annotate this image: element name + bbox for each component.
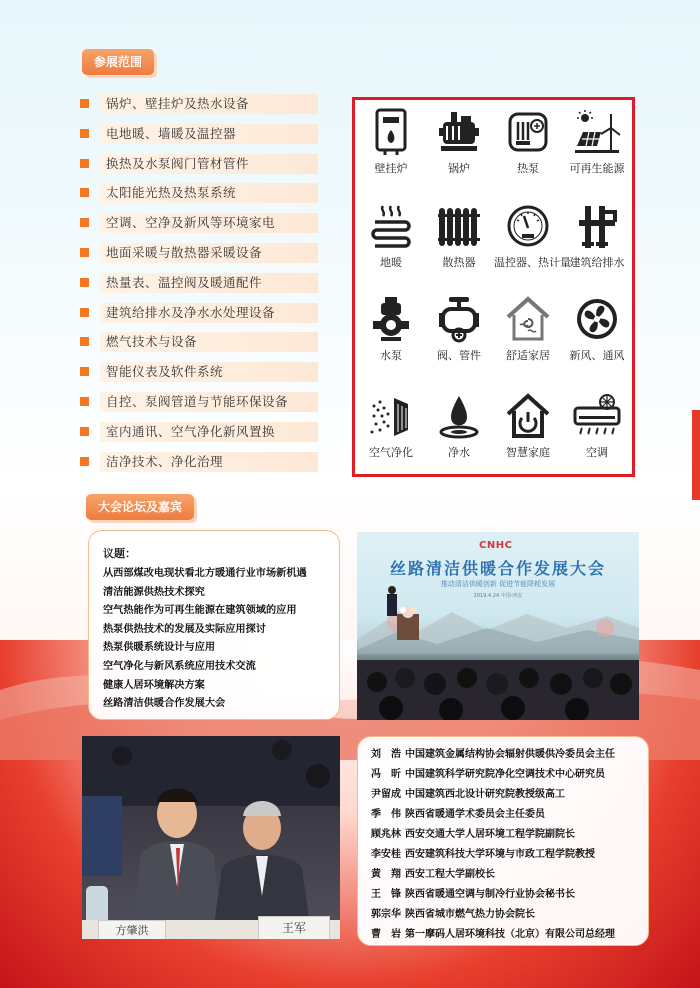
wall-boiler-icon	[373, 108, 409, 156]
square-bullet-icon	[80, 188, 89, 197]
guest-title: 西安工程大学副校长	[405, 869, 495, 880]
ventilation-fan-icon	[574, 295, 620, 343]
square-bullet-icon	[80, 99, 89, 108]
guest-name: 尹留成	[371, 789, 401, 800]
guest-name: 季 伟	[371, 809, 401, 820]
square-bullet-icon	[80, 308, 89, 317]
guest-name: 冯 昕	[371, 769, 401, 780]
category-item	[80, 94, 320, 114]
category-item	[80, 243, 320, 263]
square-bullet-icon	[80, 367, 89, 376]
scope-section-title: 参展范围	[82, 49, 154, 75]
icon-label: 空气净化	[369, 446, 413, 459]
category-label: 燃气技术与设备	[100, 332, 318, 352]
agenda-item: 热泵供暖系统设计与应用	[103, 642, 216, 654]
product-icon-grid	[352, 97, 635, 477]
guest-name: 顾兆林	[371, 829, 401, 840]
category-item	[80, 332, 320, 352]
agenda-item: 从西部煤改电现状看北方暖通行业市场新机遇	[103, 568, 307, 579]
agenda-item: 热泵供热技术的发展及实际应用探讨	[103, 623, 266, 635]
icon-cell-renewable	[563, 108, 631, 176]
category-item	[80, 362, 320, 382]
square-bullet-icon	[80, 248, 89, 257]
category-label: 空调、空净及新风等环境家电	[100, 213, 318, 233]
guest-name: 刘 浩	[371, 749, 401, 760]
category-label: 电地暖、墙暖及温控器	[100, 124, 318, 144]
category-item	[80, 213, 320, 233]
guest-row	[371, 785, 647, 805]
conference-photo	[357, 532, 639, 720]
category-label: 换热及水泵阀门管材管件	[100, 154, 318, 174]
guest-name: 曹 岩	[371, 929, 401, 940]
category-label: 建筑给排水及净水水处理设备	[100, 303, 318, 323]
icon-label: 水泵	[380, 349, 402, 362]
water-drop-icon	[437, 392, 481, 440]
square-bullet-icon	[80, 457, 89, 466]
guest-title: 中国建筑科学研究院净化空调技术中心研究员	[405, 769, 605, 780]
guest-title: 中国建筑金属结构协会辐射供暖供冷委员会主任	[405, 749, 615, 760]
plumbing-icon	[575, 202, 619, 250]
icon-cell-thermostat	[494, 202, 571, 270]
name-card-text: 方肇洪	[115, 924, 149, 937]
square-bullet-icon	[80, 218, 89, 227]
comfort-home-icon	[504, 295, 552, 343]
agenda-item: 空气热能作为可再生能源在建筑领域的应用	[103, 605, 297, 617]
icon-cell-radiator	[425, 202, 493, 270]
category-label: 自控、泵阀管道与节能环保设备	[100, 392, 318, 412]
icon-label: 空调	[586, 446, 608, 459]
category-item	[80, 422, 320, 442]
icon-cell-heat-pump	[494, 108, 562, 176]
water-pump-icon	[371, 295, 411, 343]
agenda-item: 健康人居环境解决方案	[103, 679, 205, 691]
air-purifier-icon	[368, 392, 414, 440]
icon-label: 净水	[448, 446, 470, 459]
name-card-text: 王军	[281, 921, 306, 935]
conference-banner-subtitle: 推动清洁供暖创新 促进节能降耗发展	[440, 580, 556, 588]
conference-banner-title: 丝路清洁供暖合作发展大会	[389, 559, 606, 578]
guest-row	[371, 805, 647, 825]
guest-row	[371, 865, 647, 885]
category-label: 锅炉、壁挂炉及热水设备	[100, 94, 318, 114]
people-scene	[82, 736, 340, 939]
category-item	[80, 154, 320, 174]
agenda-box	[88, 530, 340, 720]
icon-label: 温控器、热计量	[494, 256, 571, 269]
guest-row	[371, 845, 647, 865]
guest-name: 郭宗华	[371, 909, 401, 920]
guests-photo	[82, 736, 340, 939]
guest-row	[371, 925, 647, 945]
guest-list-box	[357, 736, 649, 946]
guest-title: 西安建筑科技大学环境与市政工程学院教授	[405, 849, 595, 860]
guest-list	[371, 745, 647, 945]
icon-cell-wall-boiler	[357, 108, 425, 176]
guest-row	[371, 885, 647, 905]
category-item	[80, 183, 320, 203]
guest-title: 西安交通大学人居环境工程学院副院长	[405, 829, 575, 840]
guest-name: 王 锋	[371, 889, 401, 900]
category-label: 热量表、温控阀及暖通配件	[100, 273, 318, 293]
guest-title: 陕西省城市燃气热力协会院长	[405, 909, 535, 920]
icon-cell-floor-heating	[357, 202, 425, 270]
category-item	[80, 124, 320, 144]
icon-label: 可再生能源	[569, 162, 625, 175]
name-card	[98, 920, 166, 939]
square-bullet-icon	[80, 278, 89, 287]
icon-label: 地暖	[380, 256, 402, 269]
radiator-icon	[436, 202, 482, 250]
thermostat-gauge-icon	[505, 202, 551, 250]
square-bullet-icon	[80, 427, 89, 436]
icon-label: 锅炉	[448, 162, 470, 175]
agenda-heading: 议题：	[103, 547, 136, 560]
forum-section-title: 大会论坛及嘉宾	[86, 494, 194, 520]
category-item	[80, 303, 320, 323]
agenda-item: 清洁能源供热技术探究	[103, 586, 205, 598]
guest-row	[371, 765, 647, 785]
name-card	[258, 916, 330, 939]
icon-cell-ventilation	[563, 295, 631, 363]
boiler-icon	[437, 108, 481, 156]
guest-name: 李安桂	[371, 849, 401, 860]
guest-title: 中国建筑西北设计研究院教授级高工	[405, 789, 565, 800]
icon-cell-air-purifier	[357, 392, 425, 460]
renewable-energy-icon	[573, 108, 621, 156]
category-list	[80, 94, 320, 481]
icon-label: 建筑给排水	[569, 256, 625, 269]
air-conditioner-icon	[573, 392, 621, 440]
category-item	[80, 273, 320, 293]
conference-banner-date: 2019.4.24 中国·西安	[473, 593, 523, 599]
icon-cell-boiler	[425, 108, 493, 176]
guest-name: 黄 翔	[371, 869, 401, 880]
icon-label: 智慧家庭	[506, 446, 550, 459]
icon-cell-valve	[425, 295, 493, 363]
icon-label: 舒适家居	[506, 349, 550, 362]
category-label: 洁净技术、净化治理	[100, 452, 318, 472]
agenda-list	[103, 565, 335, 714]
guest-row	[371, 905, 647, 925]
category-label: 室内通讯、空气净化新风置换	[100, 422, 318, 442]
agenda-item: 空气净化与新风系统应用技术交流	[103, 660, 256, 672]
square-bullet-icon	[80, 159, 89, 168]
icon-cell-comfort-home	[494, 295, 562, 363]
edge-accent	[692, 410, 700, 500]
category-item	[80, 452, 320, 472]
category-label: 地面采暖与散热器采暖设备	[100, 243, 318, 263]
guest-title: 第一摩码人居环境科技（北京）有限公司总经理	[405, 929, 615, 940]
icon-cell-smart-home	[494, 392, 562, 460]
floor-heating-icon	[369, 202, 413, 250]
icon-label: 壁挂炉	[374, 162, 408, 175]
agenda-item: 丝路清洁供暖合作发展大会	[103, 698, 226, 710]
heat-pump-icon	[506, 108, 550, 156]
icon-label: 热泵	[517, 162, 539, 175]
icon-label: 散热器	[442, 256, 476, 269]
icon-label: 新风、通风	[569, 349, 625, 362]
guest-title: 陕西省暖通空调与制冷行业协会秘书长	[405, 889, 575, 900]
category-label: 太阳能光热及热泵系统	[100, 183, 318, 203]
icon-cell-air-conditioner	[563, 392, 631, 460]
guest-row	[371, 745, 647, 765]
square-bullet-icon	[80, 337, 89, 346]
guest-row	[371, 825, 647, 845]
guest-title: 陕西省暖通学术委员会主任委员	[405, 809, 545, 820]
smart-home-icon	[505, 392, 551, 440]
category-item	[80, 392, 320, 412]
conference-logo: CNHC	[479, 540, 513, 551]
square-bullet-icon	[80, 129, 89, 138]
category-label: 智能仪表及软件系统	[100, 362, 318, 382]
square-bullet-icon	[80, 397, 89, 406]
icon-label: 阀、管件	[437, 349, 481, 362]
valve-icon	[437, 295, 481, 343]
icon-cell-water-pump	[357, 295, 425, 363]
icon-cell-plumbing	[563, 202, 631, 270]
icon-cell-water-drop	[425, 392, 493, 460]
